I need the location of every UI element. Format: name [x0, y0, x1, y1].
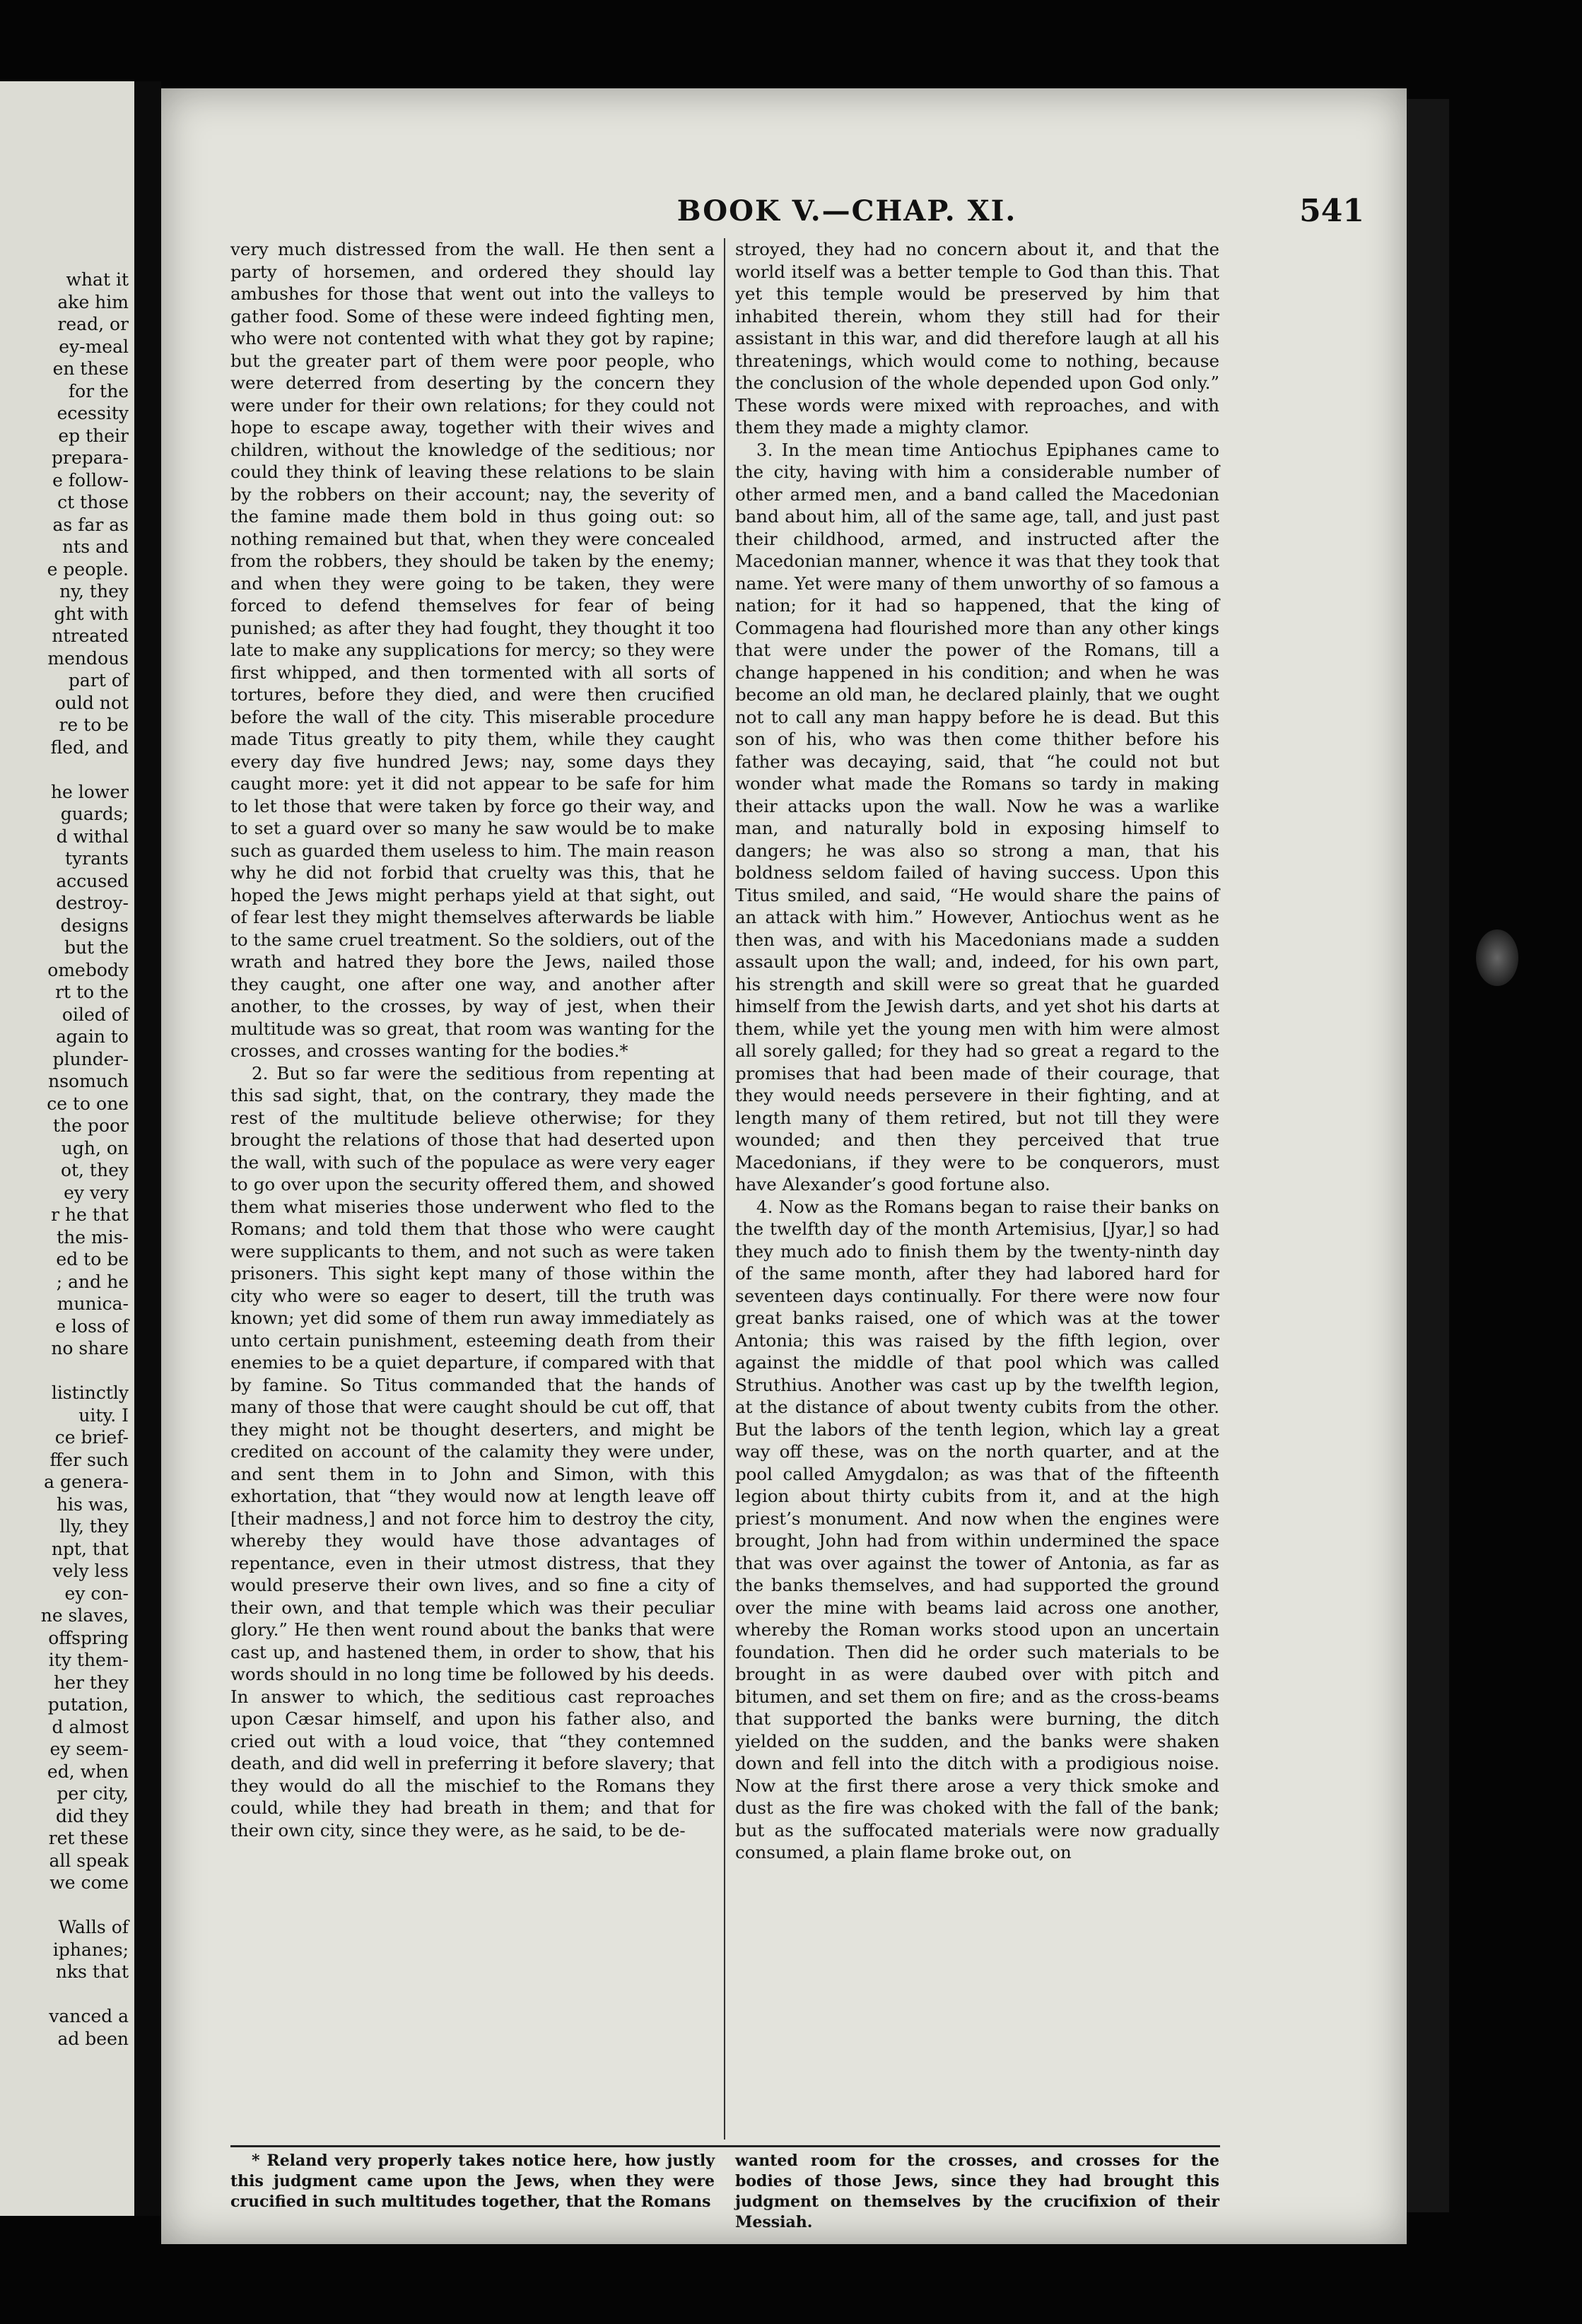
left-page-line: prepara- — [52, 447, 129, 468]
left-page-line: ght with — [54, 603, 129, 624]
left-page-line: a genera- — [44, 1472, 129, 1492]
left-page-line: the mis- — [57, 1226, 129, 1248]
left-page-line: destroy- — [55, 893, 129, 913]
left-page-line: Walls of — [58, 1917, 129, 1937]
left-page-line: her they — [54, 1672, 129, 1693]
left-page-line: ity them- — [48, 1650, 129, 1670]
left-page-line: his was, — [57, 1493, 129, 1515]
left-page-line: nts and — [62, 536, 129, 557]
left-page-line: ake him — [57, 291, 129, 312]
left-page-line: all speak — [49, 1850, 129, 1871]
left-page-line: r he that — [51, 1204, 129, 1225]
left-page-line: uity. I — [78, 1404, 129, 1426]
left-page-line: omebody — [47, 959, 129, 980]
left-page-line: ould not — [54, 692, 129, 713]
left-page-line: ct those — [57, 492, 129, 512]
left-page-line: did they — [55, 1805, 129, 1826]
left-page-line: fled, and — [50, 736, 129, 758]
left-page-line: ey very — [64, 1182, 129, 1203]
left-page-line: tyrants — [64, 848, 129, 869]
left-page-line: he lower — [50, 781, 129, 802]
paragraph: very much distressed from the wall. He then sent a party of horsemen, and ordered they should lay ambushes for those that went out into the valleys to gather food. Some of these were indeed fighting men, who were not contented with what they got by rapine; but the greater part of them were poor people, who were deterred from deserting by the concern they were under for their own relations; for they could not hope to escape away, together with their wives and children, without the knowledge of the seditious; nor could they think of leaving these relations to be slain by the robbers on their account; nay, the severity of the famine made them bold in thus going out: so nothing remained but that, when they were concealed from the robbers, they should be taken by the enemy; and when they were going to be taken, they were forced to defend themselves for fear of being punished; as after they had fought, they thought it too late to make any supplications for mercy; so they were first whipped, and then tormented with all sorts of tortures, before they died, and were then crucified before the wall of the city. This miserable procedure made Titus greatly to pity them, while they caught every day five hundred Jews; nay, some days they caught more: yet it did not appear to be safe for him to let those that were taken by force go their way, and to set a guard over so many he saw would be to make such as guarded them useless to him. The main reason why he did not forbid that cruelty was this, that he hoped the Jews might perhaps yield at that sight, out of fear lest they might themselves afterwards be liable to the same cruel treatment. So the soldiers, out of the wrath and hatred they bore the Jews, nailed those they caught, one after one way, and another after another, to the crosses, by way of jest, when their multitude was so great, that room was wanting for the crosses, and crosses wanting for the bodies.* — [230, 239, 715, 1061]
left-page-line: vely less — [52, 1561, 129, 1581]
left-page-line: as far as — [52, 514, 129, 535]
page-edge — [1407, 99, 1449, 2212]
left-page-line: the poor — [53, 1115, 129, 1136]
left-page-line: putation, — [47, 1694, 129, 1715]
running-head: BOOK V.—CHAP. XI. — [676, 194, 1017, 228]
left-page-line: ne slaves, — [40, 1605, 129, 1626]
left-page-line: rt to the — [55, 982, 129, 1002]
left-page-line: accused — [56, 870, 129, 891]
left-page-line: nsomuch — [48, 1071, 129, 1091]
left-page-line: d withal — [56, 826, 129, 847]
left-page-line: ep their — [58, 425, 129, 446]
left-page-line: ffer such — [49, 1449, 129, 1470]
left-page-line: nks that — [55, 1961, 129, 1982]
left-page-line: offspring — [48, 1627, 129, 1648]
left-page-line: what it — [66, 269, 129, 290]
left-page-line: ey con- — [64, 1583, 129, 1604]
footnote-left: * Reland very properly takes notice here, how justly this judgment came upon the Jews, when they were crucified in such multitudes together, that the Romans — [230, 2152, 715, 2211]
left-page-line: e people. — [47, 558, 129, 580]
left-page-line: ugh, on — [61, 1137, 129, 1158]
page-number: 541 — [1299, 193, 1364, 229]
left-page-line: ny, they — [59, 581, 129, 601]
left-page-line: again to — [56, 1026, 129, 1047]
ink-smudge — [1476, 929, 1518, 986]
left-page-line: for the — [68, 380, 129, 401]
book-page — [161, 88, 1407, 2244]
left-page-line: ot, they — [60, 1160, 129, 1180]
paragraph: 3. In the mean time Antiochus Epiphanes came to the city, having with him a considerable number of other armed men, and a band called the Macedonian band about him, all of the same age, tall, and just past their childhood, armed, and instructed after the Macedonian manner, whence it was that they took that name. Yet were many of them unworthy of so famous a nation; for it had so happened, that the king of Commagena had flourished more than any other kings that were under the power of the Romans, till a change happened in his condition; and when he was become an old man, he declared plainly, that we ought not to call any man happy before he is dead. But this son of his, who was then come thither before his father was decaying, said, that “he could not but wonder what made the Romans so tardy in making their attacks upon the wall. Now he was a warlike man, and naturally bold in exposing himself to dangers; he was also so strong a man, that his boldness seldom failed of having success. Upon this Titus smiled, and said, “He would share the pains of an attack with him.” However, Antiochus went as he then was, and with his Macedonians made a sudden assault upon the wall; and, indeed, for his own part, his strength and skill were so great that he guarded himself from the Jewish darts, and yet shot his darts at them, while yet the young men with him were almost all sorely galled; for they had so great a regard to the promises that had been made of their courage, that they would needs persevere in their fighting, and at length many of them retired, but not till they were wounded; and then they perceived that true Macedonians, if they were to be conquerors, must have Alexander’s good fortune also. — [735, 439, 1219, 1195]
left-page-fragment — [0, 81, 134, 2216]
left-page-line: no share — [51, 1338, 129, 1358]
left-page-line: lly, they — [59, 1516, 129, 1537]
left-page-line: ce brief- — [54, 1427, 129, 1448]
left-page-line: iphanes; — [52, 1939, 129, 1960]
left-page-line: npt, that — [51, 1538, 129, 1559]
left-page-line: designs — [60, 915, 129, 936]
left-page-line: en these — [52, 358, 129, 379]
left-text-column — [230, 238, 715, 1841]
left-page-line: ce to one — [47, 1093, 129, 1114]
column-divider — [724, 238, 725, 2140]
left-page-line: ey-meal — [59, 336, 129, 357]
left-page-line: ey seem- — [49, 1739, 129, 1759]
right-text-column — [735, 238, 1219, 1864]
left-page-line: ; and he — [56, 1271, 129, 1292]
left-page-line: munica- — [57, 1293, 129, 1314]
left-page-line: we come — [49, 1872, 129, 1893]
left-page-line: read, or — [57, 314, 129, 334]
left-page-line: ntreated — [52, 626, 129, 646]
paragraph: 2. But so far were the seditious from repenting at this sad sight, that, on the contrary, they made the rest of the multitude believe otherwise; for they brought the relations of those that had deserted upon the wall, with such of the populace as were very eager to go over upon the security offered them, and showed them what miseries those underwent who fled to the Romans; and told them that those who were caught were supplicants to them, and not such as were taken prisoners. This sight kept many of those within the city who were so eager to desert, till the truth was known; yet did some of them run away immediately as unto certain punishment, esteeming death from their enemies to be a quiet departure, if compared with that by famine. So Titus commanded that the hands of many of those that were caught should be cut off, that they might not be thought deserters, and might be credited on account of the calamity they were under, and sent them in to John and Simon, with this exhortation, that “they would now at length leave off [their madness,] and not force him to destroy the city, whereby they would have those advantages of repentance, even in their utmost distress, that they would preserve their own lives, and so fine a city of their own, and that temple which was their peculiar glory.” He then went round about the banks that were cast up, and hastened them, in order to show, that his words should in no long time be followed by his deeds. In answer to which, the seditious cast reproaches upon Cæsar himself, and upon his father also, and cried out with a loud voice, that “they contemned death, and did well in preferring it before slavery; that they would do all the mischief to the Romans they could, while they had breath in them; and that for their own city, since they were, as he said, to be de- — [230, 1062, 715, 1841]
paragraph: 4. Now as the Romans began to raise their banks on the twelfth day of the month Artemisius, [Jyar,] so had they much ado to finish them by the twenty-ninth day of the same month, after they had labored hard for seventeen days continually. For there were now four great banks raised, one of which was at the tower Antonia; this was raised by the fifth legion, over against the middle of that pool which was called Struthius. Another was cast up by the twelfth legion, at the distance of about twenty cubits from the other. But the labors of the tenth legion, which lay a great way off these, was on the north quarter, and at the pool called Amygdalon; as was that of the fifteenth legion about thirty cubits from it, and at the high priest’s monument. And now when the engines were brought, John had from within undermined the space that was over against the tower of Antonia, as far as the banks themselves, and had supported the ground over the mine with beams laid across one another, whereby the Roman works stood upon an uncertain foundation. Then did he order such materials to be brought in as were daubed over with pitch and bitumen, and set them on fire; and as the cross-beams that supported the banks were burning, the ditch yielded on the sudden, and the banks were shaken down and fell into the ditch with a prodigious noise. Now at the first there arose a very thick smoke and dust as the fire was choked with the fall of the bank; but as the suffocated materials were now gradually consumed, a plain flame broke out, on — [735, 1196, 1219, 1862]
left-page-line: mendous — [47, 647, 129, 669]
left-page-line: oiled of — [61, 1004, 129, 1025]
left-page-line: ed to be — [56, 1249, 129, 1269]
left-page-line: but the — [64, 937, 129, 958]
page-header — [161, 194, 1407, 237]
left-page-line: per city, — [57, 1783, 129, 1804]
left-page-line: vanced a — [49, 2006, 129, 2026]
left-page-line: e follow- — [52, 469, 129, 491]
left-page-line: guards; — [60, 804, 129, 824]
left-page-line: ecessity — [57, 403, 129, 423]
left-page-line: ret these — [48, 1828, 129, 1848]
left-page-line: plunder- — [52, 1048, 129, 1069]
left-page-line: d almost — [52, 1716, 129, 1737]
paragraph: stroyed, they had no concern about it, and that the world itself was a better temple to God than this. That yet this temple would be preserved by him that inhabited therein, whom they still had for their assistant in this war, and did therefore laugh at all his threatenings, which would come to nothing, because the conclusion of the whole depended upon God only.” These words were mixed with reproaches, and with them they made a mighty clamor. — [735, 239, 1219, 438]
footnote-right: wanted room for the crosses, and crosses for the bodies of those Jews, since they had brought this judgment on themselves by the crucifixion of their Messiah. — [735, 2152, 1219, 2231]
left-page-line: e loss of — [55, 1315, 129, 1337]
book-gutter — [134, 81, 161, 2216]
footnote-rule — [230, 2145, 1220, 2147]
left-page-line: ed, when — [47, 1761, 129, 1782]
left-page-line: listinctly — [51, 1383, 129, 1403]
left-page-line: ad been — [57, 2028, 129, 2049]
left-page-line: part of — [68, 670, 129, 691]
left-page-line: re to be — [59, 715, 129, 735]
